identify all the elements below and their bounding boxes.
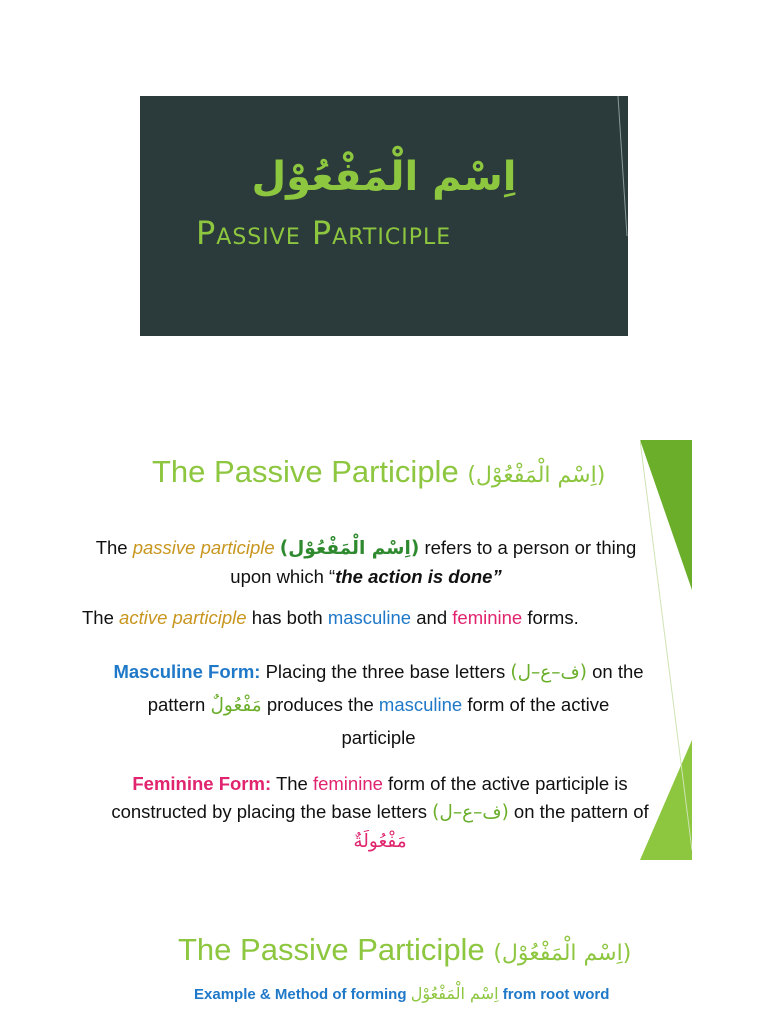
emphasis: the action is done” (335, 566, 502, 587)
text: and (416, 607, 448, 628)
text: on the (592, 661, 644, 682)
base-letters: (ف–ع–ل) (510, 662, 587, 683)
arabic-term: اِسْم الْمَفْعُوْل (410, 984, 499, 1003)
definition-paragraph (76, 534, 656, 591)
text: from root word (502, 986, 610, 1003)
text: on the pattern of (513, 801, 649, 822)
feminine-label: Feminine Form: (132, 773, 272, 794)
text: form of the active participle is (388, 773, 628, 794)
title-arabic: (اِسْم الْمَفْعُوْل) (493, 941, 632, 966)
feminine-word: feminine (312, 773, 383, 794)
arabic-term: (اِسْم الْمَفْعُوْل) (279, 538, 420, 559)
slide-title: Passive Participle (196, 214, 452, 252)
text: Example & Method of forming (194, 986, 407, 1003)
feminine-form-paragraph (80, 770, 680, 856)
text: Placing the three base letters (265, 661, 506, 682)
text: constructed by placing the base letters (111, 801, 428, 822)
masculine-pattern: مَفْعُولٌ (210, 695, 262, 716)
text: participle (341, 727, 416, 748)
feminine-word: feminine (452, 607, 523, 628)
arabic-title: اِسْم الْمَفْعُوْل (251, 154, 517, 200)
text: The (82, 607, 114, 628)
title-text: The Passive Participle (152, 454, 459, 489)
title-arabic: (اِسْم الْمَفْعُوْل) (467, 463, 606, 488)
base-letters: (ف–ع–ل) (432, 802, 509, 823)
example-slide-subtitle (194, 984, 609, 1003)
definition-slide (76, 440, 692, 860)
title-slide (140, 96, 628, 336)
term: passive participle (132, 537, 275, 558)
text: upon which “ (230, 566, 336, 587)
text: refers to a person or thing (424, 537, 637, 558)
masculine-form-paragraph (86, 656, 671, 754)
feminine-pattern: مَفْعُولَةٌ (353, 831, 407, 852)
example-slide-title (178, 932, 631, 968)
text: has both (251, 607, 323, 628)
text: forms. (527, 607, 579, 628)
text: pattern (147, 694, 206, 715)
term: active participle (119, 607, 247, 628)
masculine-word: masculine (327, 607, 412, 628)
title-text: The Passive Participle (178, 932, 485, 967)
text: produces the (266, 694, 374, 715)
forms-paragraph (82, 604, 579, 632)
text: form of the active (467, 694, 610, 715)
masculine-word: masculine (378, 694, 463, 715)
masculine-label: Masculine Form: (113, 661, 261, 682)
text: The (95, 537, 128, 558)
text: The (275, 773, 308, 794)
slide-title (152, 454, 605, 490)
